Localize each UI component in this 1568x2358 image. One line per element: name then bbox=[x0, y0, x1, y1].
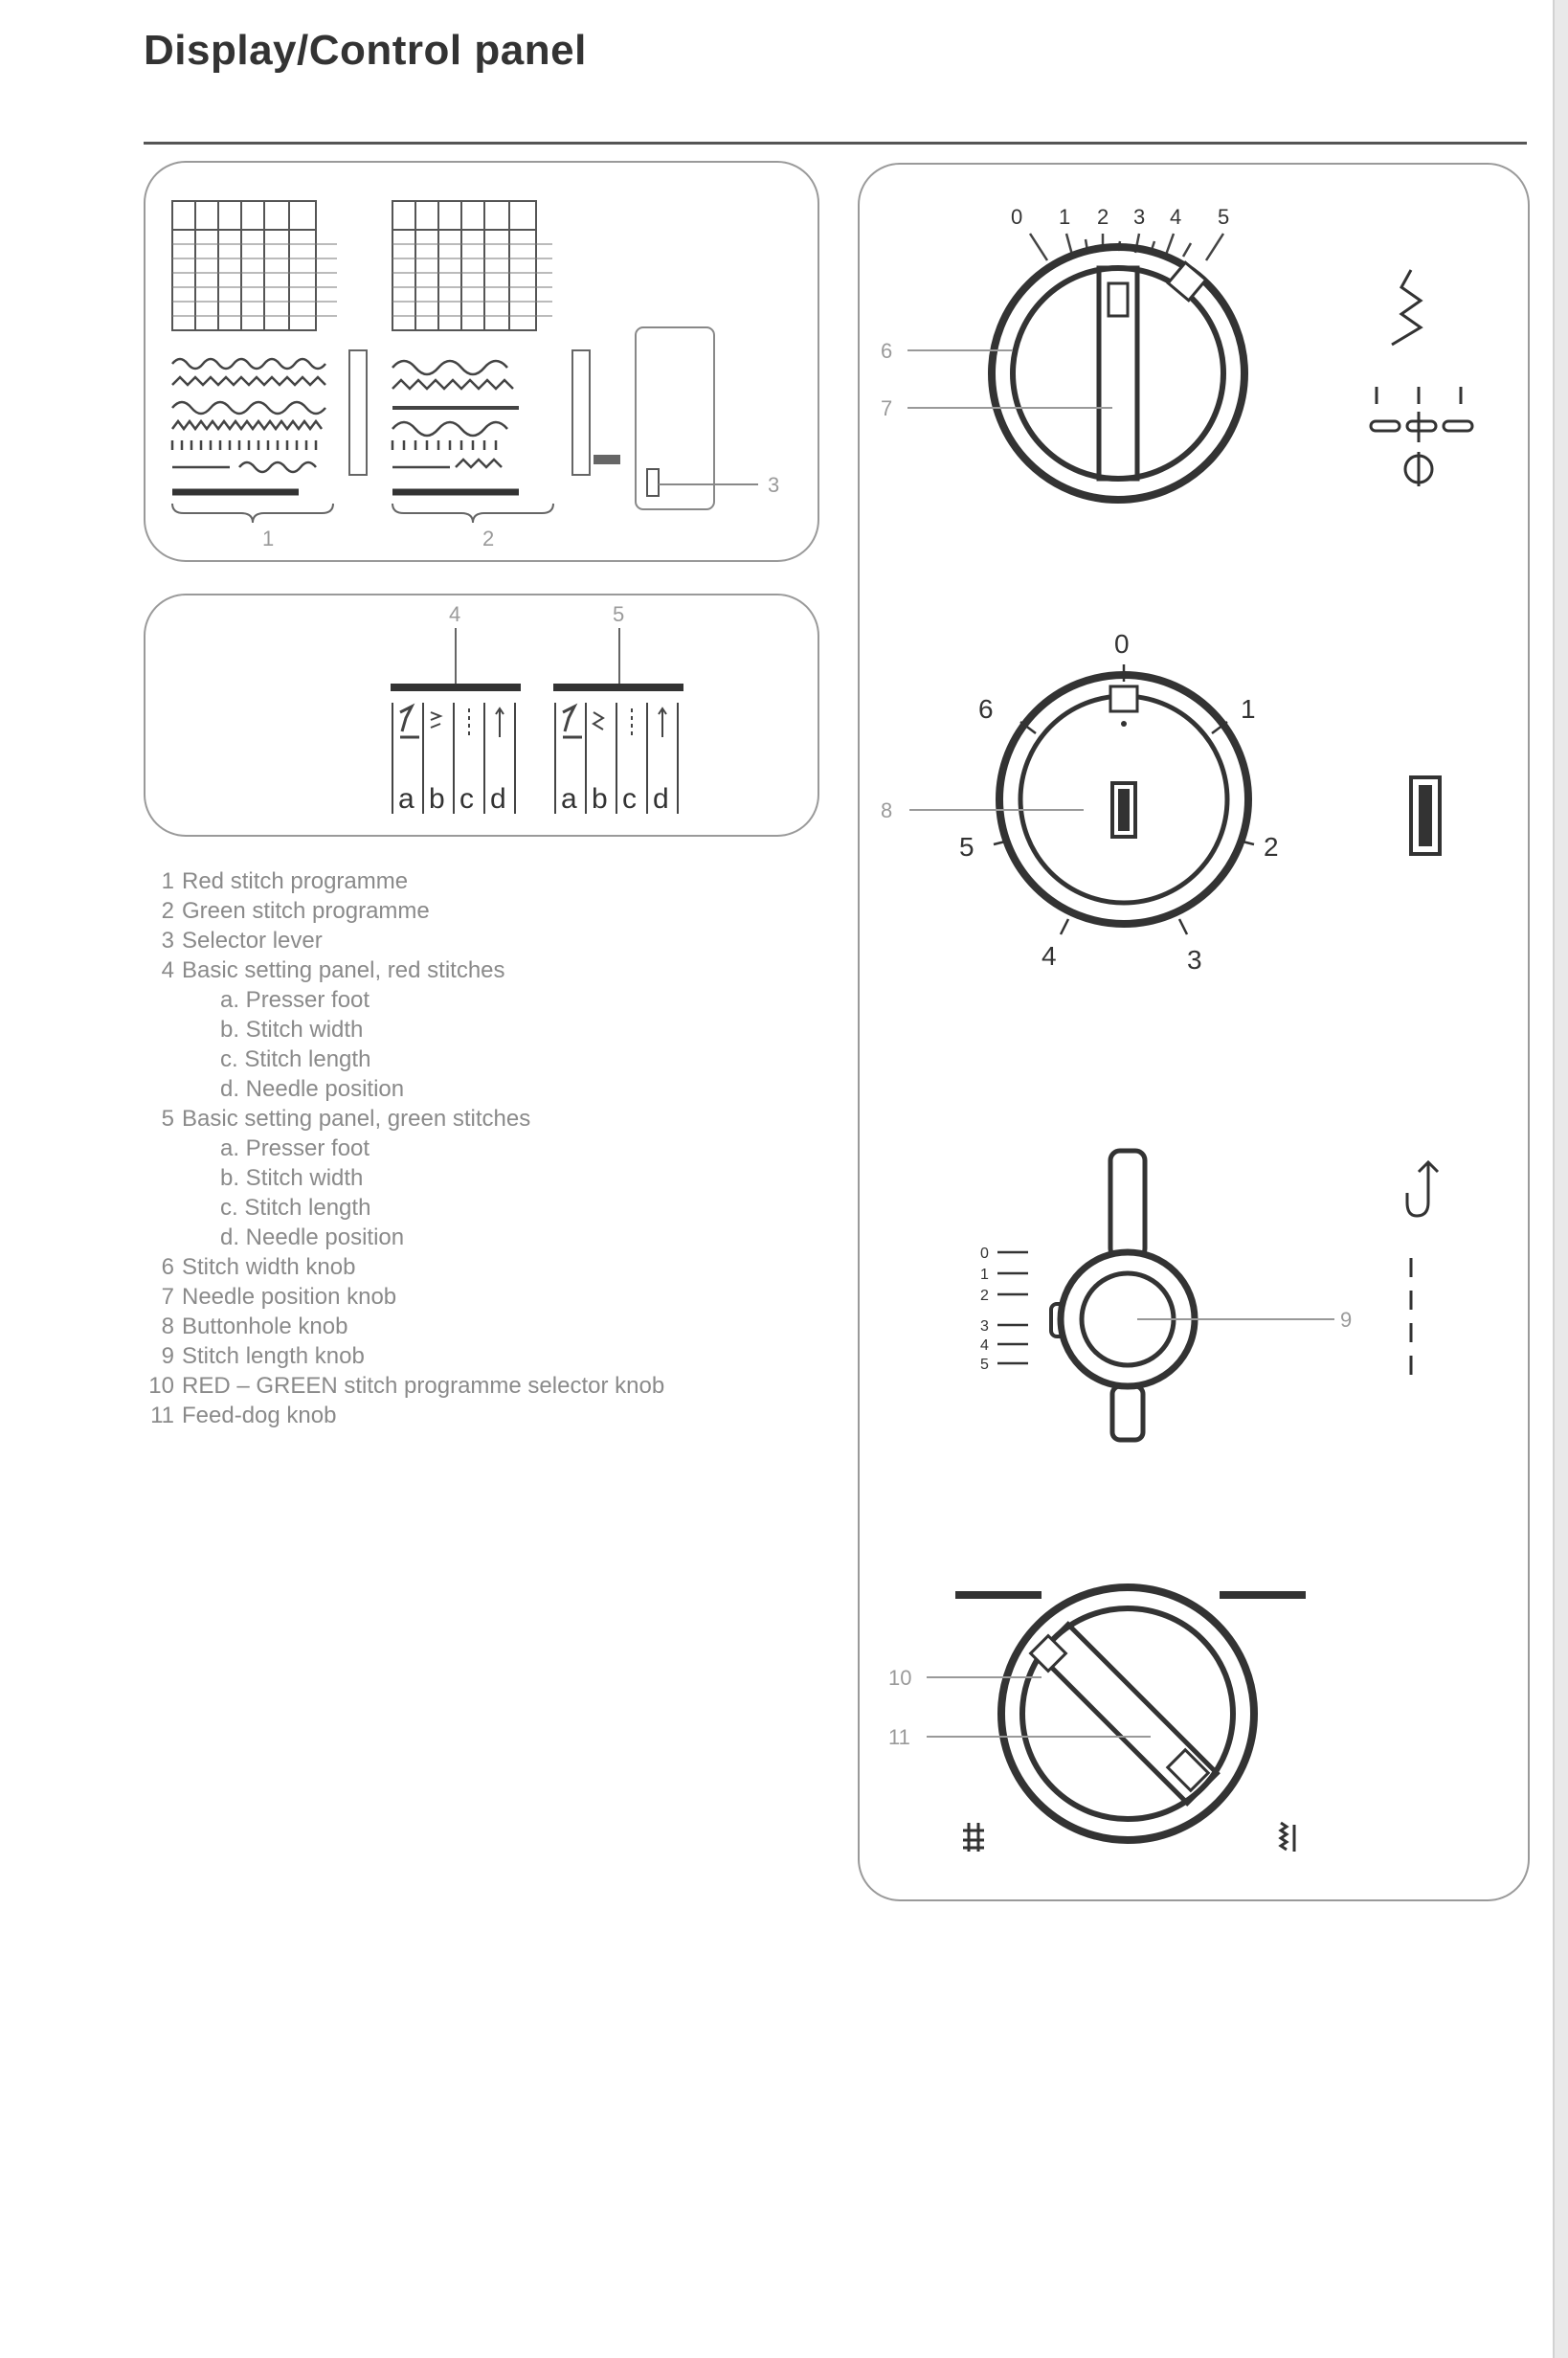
svg-text:3: 3 bbox=[1187, 945, 1202, 975]
callout-6: 6 bbox=[881, 339, 893, 363]
legend-item-number: 11 bbox=[150, 1403, 174, 1428]
legend-item-text: Buttonhole knob bbox=[182, 1314, 348, 1339]
svg-text:4: 4 bbox=[1042, 941, 1057, 971]
svg-text:1: 1 bbox=[980, 1267, 989, 1283]
callout-4: 4 bbox=[449, 602, 461, 626]
legend-item bbox=[144, 896, 833, 926]
red-programme-table bbox=[172, 201, 316, 330]
svg-text:2: 2 bbox=[1097, 205, 1109, 229]
stitch-programme-diagram bbox=[146, 163, 818, 560]
legend-item-number: 1 bbox=[161, 868, 174, 894]
feed-dog-lowered-icon bbox=[963, 1823, 984, 1852]
legend-item-text: Red stitch programme bbox=[182, 868, 409, 894]
legend-item-number: 7 bbox=[161, 1284, 174, 1310]
svg-text:2: 2 bbox=[1264, 832, 1279, 862]
panel-letter-b-red: b bbox=[429, 783, 445, 815]
red-lever-track bbox=[349, 350, 367, 475]
svg-text:1: 1 bbox=[1059, 205, 1071, 229]
legend-subitem bbox=[144, 1223, 833, 1252]
feed-dog-knob bbox=[927, 1587, 1306, 1840]
legend-item-text: Feed-dog knob bbox=[182, 1403, 337, 1428]
knobs-box bbox=[858, 163, 1530, 1901]
stitch-length-marks bbox=[997, 1252, 1028, 1363]
panel-letter-b-green: b bbox=[592, 783, 608, 815]
panel-letter-c-green: c bbox=[622, 783, 637, 815]
legend-item bbox=[144, 1401, 833, 1430]
legend-item bbox=[144, 1252, 833, 1282]
svg-text:4: 4 bbox=[1170, 205, 1182, 229]
panel-letter-d-red: d bbox=[490, 783, 506, 815]
legend-item-text: Stitch length knob bbox=[182, 1343, 365, 1369]
callout-7: 7 bbox=[881, 396, 893, 420]
callout-9: 9 bbox=[1340, 1308, 1353, 1332]
legend-item-number: 2 bbox=[161, 898, 174, 924]
stitch-width-scale bbox=[1011, 205, 1229, 229]
stitch-programme-display-box bbox=[144, 161, 819, 562]
legend-item bbox=[144, 1104, 833, 1134]
legend-list bbox=[144, 866, 833, 1430]
legend-subitem-text: c. Stitch length bbox=[220, 1046, 371, 1072]
needle-position-icon bbox=[1371, 387, 1472, 486]
legend-subitem-text: b. Stitch width bbox=[220, 1165, 364, 1191]
callout-1: 1 bbox=[262, 527, 275, 550]
stitch-length-scale bbox=[980, 1246, 989, 1373]
legend-subitem bbox=[144, 1193, 833, 1223]
page-edge-line bbox=[1553, 0, 1555, 2358]
legend-subitem bbox=[144, 1074, 833, 1104]
legend-item-text: Needle position knob bbox=[182, 1284, 397, 1310]
red-programme-rows bbox=[172, 244, 337, 316]
legend-item bbox=[144, 866, 833, 896]
legend-subitem-text: a. Presser foot bbox=[220, 1135, 370, 1161]
panel-letter-a-green: a bbox=[561, 783, 577, 815]
red-stitch-patterns bbox=[172, 359, 325, 472]
legend-item-number: 6 bbox=[161, 1254, 174, 1280]
reverse-stitch-icon bbox=[1407, 1162, 1438, 1375]
legend-item-number: 9 bbox=[161, 1343, 174, 1369]
legend-item-text: Basic setting panel, green stitches bbox=[182, 1106, 531, 1132]
svg-text:0: 0 bbox=[1114, 629, 1130, 659]
legend-item bbox=[144, 1282, 833, 1312]
callout-10: 10 bbox=[888, 1666, 912, 1690]
legend-subitem-text: a. Presser foot bbox=[220, 987, 370, 1013]
title-rule bbox=[144, 142, 1527, 145]
green-stitch-patterns bbox=[392, 361, 519, 467]
svg-text:2: 2 bbox=[980, 1288, 989, 1304]
legend-item bbox=[144, 1312, 833, 1341]
legend-item-text: Selector lever bbox=[182, 928, 323, 954]
panel-letter-c-red: c bbox=[459, 783, 474, 815]
legend-subitem-text: d. Needle position bbox=[220, 1076, 405, 1102]
legend-item-number: 10 bbox=[148, 1373, 174, 1399]
svg-text:4: 4 bbox=[980, 1337, 989, 1354]
legend-subitem-text: b. Stitch width bbox=[220, 1017, 364, 1043]
legend-subitem bbox=[144, 1134, 833, 1163]
legend-subitem bbox=[144, 985, 833, 1015]
brace-1 bbox=[172, 504, 333, 523]
svg-text:0: 0 bbox=[980, 1246, 989, 1262]
callout-11: 11 bbox=[888, 1725, 910, 1749]
legend-item-number: 5 bbox=[161, 1106, 174, 1132]
legend-item-text: Green stitch programme bbox=[182, 898, 430, 924]
svg-text:6: 6 bbox=[978, 694, 994, 724]
legend-item bbox=[144, 1341, 833, 1371]
stitch-length-knob bbox=[980, 1151, 1334, 1440]
feed-dog-raised-icon bbox=[1281, 1823, 1294, 1852]
svg-text:0: 0 bbox=[1011, 205, 1023, 229]
legend-item-text: Basic setting panel, red stitches bbox=[182, 957, 505, 983]
svg-text:5: 5 bbox=[980, 1357, 989, 1373]
selector-lever-handle bbox=[647, 469, 659, 496]
legend-item bbox=[144, 955, 833, 985]
svg-text:3: 3 bbox=[980, 1318, 989, 1335]
knobs-diagram bbox=[860, 165, 1528, 1899]
green-programme-rows bbox=[392, 244, 552, 316]
svg-text:5: 5 bbox=[1218, 205, 1230, 229]
panel-letter-a-red: a bbox=[398, 783, 414, 815]
callout-3: 3 bbox=[768, 473, 780, 497]
buttonhole-icon bbox=[1411, 777, 1440, 854]
legend-subitem bbox=[144, 1044, 833, 1074]
green-programme-table bbox=[392, 201, 536, 330]
svg-text:1: 1 bbox=[1241, 694, 1256, 724]
legend-item-number: 4 bbox=[161, 957, 174, 983]
callout-5: 5 bbox=[613, 602, 625, 626]
basic-setting-diagram bbox=[146, 595, 818, 835]
page-title: Display/Control panel bbox=[144, 27, 587, 74]
callout-2: 2 bbox=[482, 527, 495, 550]
legend-item bbox=[144, 926, 833, 955]
legend-item bbox=[144, 1371, 833, 1401]
legend-item-text: Stitch width knob bbox=[182, 1254, 356, 1280]
legend-subitem-text: d. Needle position bbox=[220, 1224, 405, 1250]
panel-letter-d-green: d bbox=[653, 783, 669, 815]
legend-item-number: 8 bbox=[161, 1314, 174, 1339]
green-lever-track bbox=[572, 350, 590, 475]
legend-subitem bbox=[144, 1163, 833, 1193]
svg-text:5: 5 bbox=[959, 832, 974, 862]
stitch-width-knob bbox=[907, 205, 1244, 500]
legend-subitem bbox=[144, 1015, 833, 1044]
page-edge bbox=[1555, 0, 1568, 2358]
legend-subitem-text: c. Stitch length bbox=[220, 1195, 371, 1221]
selector-lever-slider bbox=[594, 455, 620, 464]
basic-setting-panel-box bbox=[144, 594, 819, 837]
legend-item-text: RED – GREEN stitch programme selector knob bbox=[182, 1373, 665, 1399]
legend-item-number: 3 bbox=[161, 928, 174, 954]
buttonhole-knob bbox=[909, 629, 1279, 975]
zigzag-stitch-icon bbox=[1392, 270, 1421, 345]
brace-2 bbox=[392, 504, 553, 523]
svg-text:3: 3 bbox=[1133, 205, 1146, 229]
callout-8: 8 bbox=[881, 798, 893, 822]
